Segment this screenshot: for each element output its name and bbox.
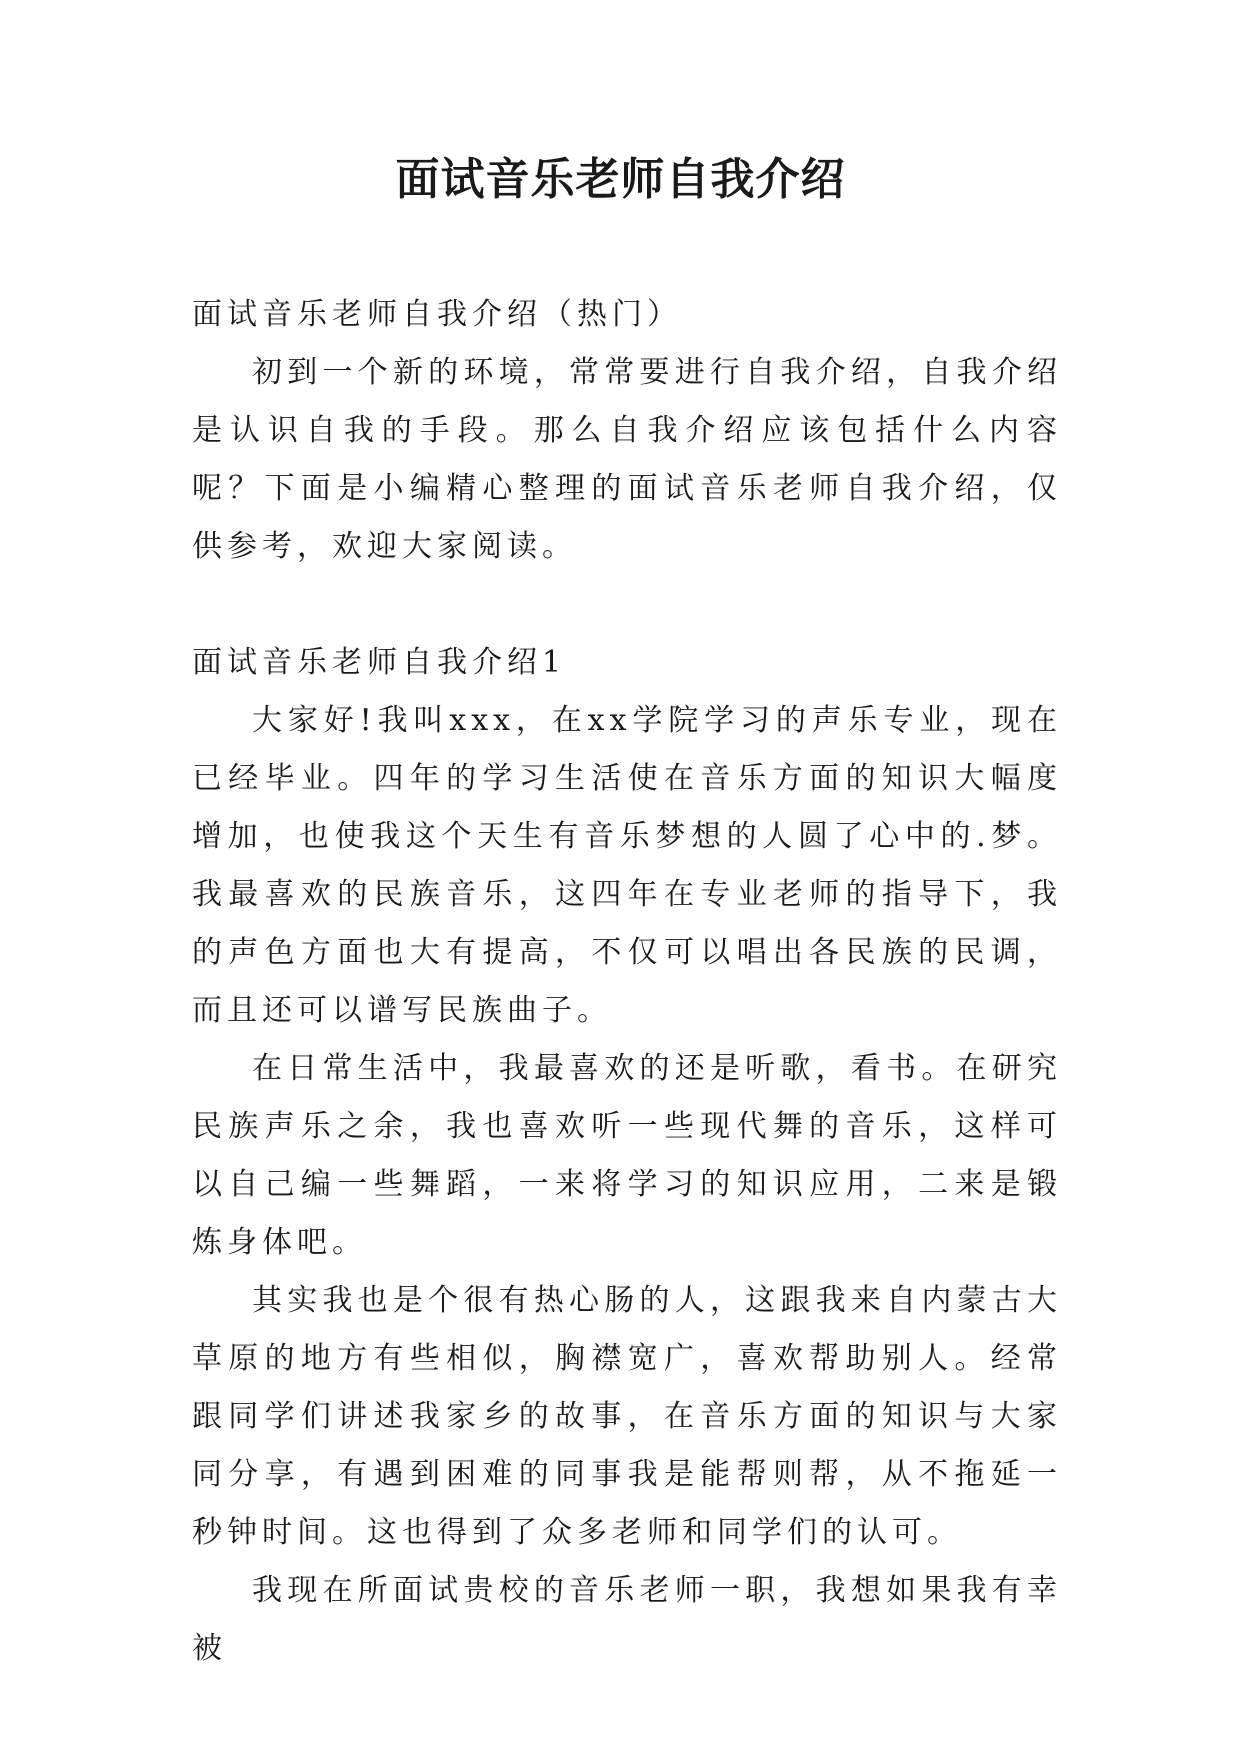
section-heading: 面试音乐老师自我介绍1 <box>192 645 567 680</box>
body-paragraph: 在日常生活中，我最喜欢的还是听歌，看书。在研究民族声乐之余，我也喜欢听一些现代舞的音乐，这样可以自己编一些舞蹈，一来将学习的知识应用，二来是锻炼身体吧。 <box>192 1051 1062 1260</box>
document-subtitle: 面试音乐老师自我介绍（热门） <box>192 297 682 332</box>
body-paragraph: 大家好!我叫xxx，在xx学院学习的声乐专业，现在已经毕业。四年的学习生活使在音乐方面的知识大幅度增加，也使我这个天生有音乐梦想的人圆了心中的.梦。我最喜欢的民族音乐，这四年在专业老师的指导下，我的声色方面也大有提高，不仅可以唱出各民族的民调，而且还可以谱写民族曲子。 <box>192 703 1062 1028</box>
document-body <box>192 286 1062 1678</box>
body-paragraph: 其实我也是个很有热心肠的人，这跟我来自内蒙古大草原的地方有些相似，胸襟宽广，喜欢帮助别人。经常跟同学们讲述我家乡的故事，在音乐方面的知识与大家同分享，有遇到困难的同事我是能帮则帮，从不拖延一秒钟时间。这也得到了众多老师和同学们的认可。 <box>192 1283 1062 1550</box>
paragraph-gap <box>192 576 1062 634</box>
document-title: 面试音乐老师自我介绍 <box>395 154 846 205</box>
intro-paragraph: 初到一个新的环境，常常要进行自我介绍，自我介绍是认识自我的手段。那么自我介绍应该包括什么内容呢？下面是小编精心整理的面试音乐老师自我介绍，仅供参考，欢迎大家阅读。 <box>192 355 1062 564</box>
body-paragraph: 我现在所面试贵校的音乐老师一职，我想如果我有幸被 <box>192 1573 1062 1666</box>
